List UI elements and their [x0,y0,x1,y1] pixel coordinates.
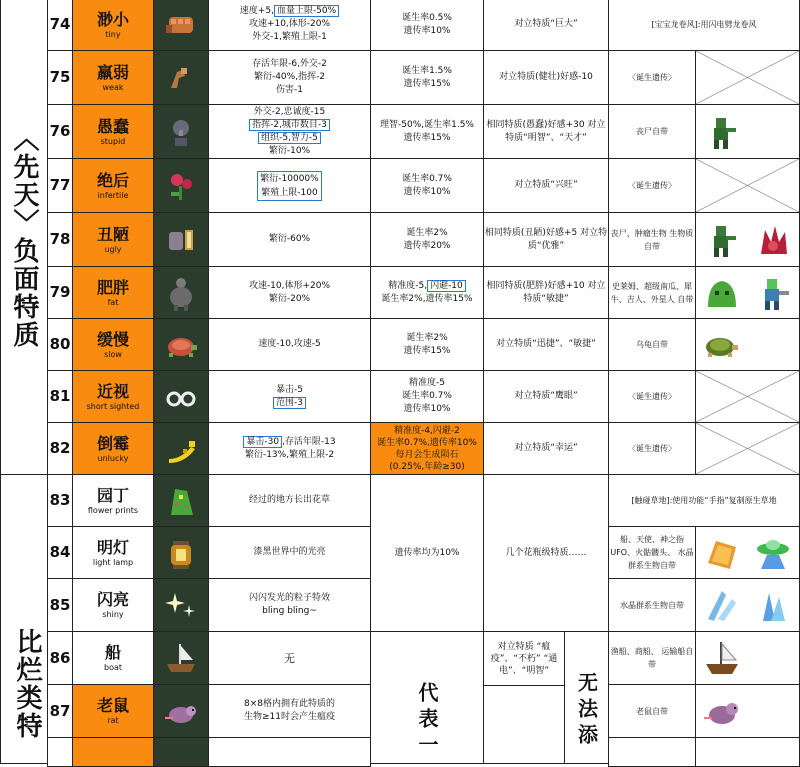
empty-image-cell [695,422,800,475]
trait-name-partial [72,737,154,767]
opposite-cell: 对立特质“迅捷”、“敏捷” [483,318,609,371]
empty-image-cell [695,50,800,105]
source-cell-partial [608,737,696,767]
brain-icon [153,104,209,159]
source-cell: 水晶群系生物自带 [608,578,696,632]
trait-name: 明灯 light lamp [72,526,154,579]
fat-sprites [695,266,800,319]
birth-cell: 精准度-5, 闪避-10 诞生率2%,遗传率15% [370,266,484,319]
section-innate-negative: 〈先天〉负面特质 [0,0,48,475]
source-cell: 丧尸自带 [608,104,696,159]
opposite-cell: 对立特质 “瘟疫”、“不朽” “通电”、“明智” [483,631,565,686]
opposite-cell: 对立特质“幸运” [483,422,609,475]
row-number: 79 [47,266,73,319]
row-number: 82 [47,422,73,475]
trait-name: 闪亮 shiny [72,578,154,632]
row-number: 77 [47,158,73,213]
trait-name: 园丁 flower prints [72,474,154,527]
opposite-cell: 相同特质(愚蠢)好感+30 对立特质“明智”、“天才” [483,104,609,159]
opposite-cell: 相同特质(肥胖)好感+10 对立特质“敏捷” [483,266,609,319]
row-number: 74 [47,0,73,51]
opposite-cell-merged: 几个花瓶级特质…… [483,474,609,632]
source-cell: [宝宝龙卷风]:用闪电劈龙卷风 [608,0,800,51]
birth-cell: 精准度-5 诞生率0.7% 遗传率10% [370,370,484,423]
trait-name: 绝后 infertile [72,158,154,213]
row-number: 81 [47,370,73,423]
icon-partial [153,737,209,767]
opposite-cell-empty [483,685,565,764]
birth-cell-merged: 遗传率均为10% [370,474,484,632]
effect-cell: 闪闪发光的粒子特效 bling bling~ [208,578,371,632]
wufa-cell: 无法添 [564,631,609,764]
effect-cell: 速度-10,攻速-5 [208,318,371,371]
sparkle-icon [153,578,209,632]
birth-cell: 理智-50%,诞生率1.5% 遗传率15% [370,104,484,159]
source-cell: 老鼠自带 [608,684,696,738]
birth-cell-merged: 代表一 [370,631,484,764]
source-cell: 乌龟自带 [608,318,696,371]
birth-cell: 诞生率0.5% 遗传率10% [370,0,484,51]
source-cell: 〈诞生遗传〉 [608,50,696,105]
effect-cell-partial [208,737,371,767]
ugly-sprites [695,212,800,267]
source-cell: 〈诞生遗传〉 [608,158,696,213]
zombie-sprite [695,104,800,159]
boat-sprite [695,631,800,685]
source-cell: [触碰草地]:使用功能“手指”复制原生草地 [608,474,800,527]
birth-cell: 诞生率0.7% 遗传率10% [370,158,484,213]
birth-cell: 诞生率2% 遗传率15% [370,318,484,371]
trait-name: 近视 short sighted [72,370,154,423]
arm-icon [153,50,209,105]
section-rotten: 比烂类特 [0,474,48,764]
effect-cell: 存活年限-6,外交-2 繁衍-40%,指挥-2 伤害-1 [208,50,371,105]
source-cell: 船、天使、神之指 UFO、火骷髅头、 水晶群系生物自带 [608,526,696,579]
flower-icon [153,158,209,213]
row-number: 85 [47,578,73,632]
row-number: 76 [47,104,73,159]
opposite-cell: 相同特质(丑陋)好感+5 对立特质“优雅” [483,212,609,267]
trait-name: 愚蠢 stupid [72,104,154,159]
trait-name: 倒霉 unlucky [72,422,154,475]
mirror-icon [153,212,209,267]
effect-cell: 速度+5, 血量上限-50% 攻速+10,体形-20% 外交-1,繁殖上限-1 [208,0,371,51]
birth-cell: 诞生率1.5% 遗传率15% [370,50,484,105]
glasses-icon [153,370,209,423]
fist-icon [153,0,209,51]
effect-cell: 繁衍-60% [208,212,371,267]
highlight-box: 范围-3 [273,397,306,409]
flower-prints-icon [153,474,209,527]
trait-name-en: tiny [105,29,121,39]
effect-cell: 暴击-5 范围-3 [208,370,371,423]
banana-icon [153,422,209,475]
turtle-sprite [695,318,800,371]
row-number: 87 [47,684,73,738]
trait-name: 缓慢 slow [72,318,154,371]
turtle-icon [153,318,209,371]
row-number: 86 [47,631,73,685]
fat-body-icon [153,266,209,319]
source-cell: 渔船、商船、 运输船自带 [608,631,696,685]
highlight-box: 组织-5,智力-5 [258,132,321,144]
row-number: 84 [47,526,73,579]
highlight-box: 指挥-2,城市数目-3 [249,119,330,131]
effect-cell [208,158,371,213]
opposite-cell: 对立特质“兴旺” [483,158,609,213]
crystal-sprites [695,578,800,632]
empty-image-cell [695,370,800,423]
trait-name: 船 boat [72,631,154,685]
trait-name [72,0,154,51]
opposite-cell: 对立特质“鹰眼” [483,370,609,423]
highlight-box: 血量上限-50% [274,5,339,17]
row-number: 75 [47,50,73,105]
row-number: 78 [47,212,73,267]
birth-cell: 诞生率2% 遗传率20% [370,212,484,267]
lamp-icon [153,526,209,579]
birth-cell: 精准度-4,闪避-2 诞生率0.7%,遗传率10% 每月会生成陨石 (0.25%,年龄≥30) [370,422,484,475]
boat-icon [153,631,209,685]
trait-name: 肥胖 fat [72,266,154,319]
source-cell: 〈诞生遗传〉 [608,422,696,475]
sprite-partial [695,737,800,767]
source-cell: 丧尸、肿瘤生物 生物质自带 [608,212,696,267]
effect-cell: 攻速-10,体形+20% 繁衍-20% [208,266,371,319]
highlight-box: 繁衍-10000% 繁殖上限-100 [257,171,321,201]
empty-image-cell [695,158,800,213]
row-number-partial [47,737,73,767]
trait-name: 羸弱 weak [72,50,154,105]
effect-cell: 暴击-30 ,存活年限-13 繁衍-13%,繁殖上限-2 [208,422,371,475]
trait-name: 丑陋 ugly [72,212,154,267]
source-cell: 史莱姆、超级南瓜、犀牛、吉人、外星人 自带 [608,266,696,319]
opposite-cell: 对立特质(健壮)好感-10 [483,50,609,105]
source-cell: 〈诞生遗传〉 [608,370,696,423]
effect-cell: 漆黑世界中的光亮 [208,526,371,579]
row-number: 80 [47,318,73,371]
row-number: 83 [47,474,73,527]
rat-icon [153,684,209,738]
opposite-cell: 对立特质“巨大” [483,0,609,51]
effect-cell: 8×8格内拥有此特质的 生物≥11时会产生瘟疫 [208,684,371,738]
effect-cell: 外交-2,忠诚度-15 指挥-2,城市数目-3 组织-5,智力-5 繁衍-10% [208,104,371,159]
trait-name: 老鼠 rat [72,684,154,738]
rat-sprite [695,684,800,738]
effect-cell: 经过的地方长出花草 [208,474,371,527]
lamp-sprites [695,526,800,579]
effect-cell: 无 [208,631,371,685]
trait-name-zh: 渺小 [96,9,129,29]
